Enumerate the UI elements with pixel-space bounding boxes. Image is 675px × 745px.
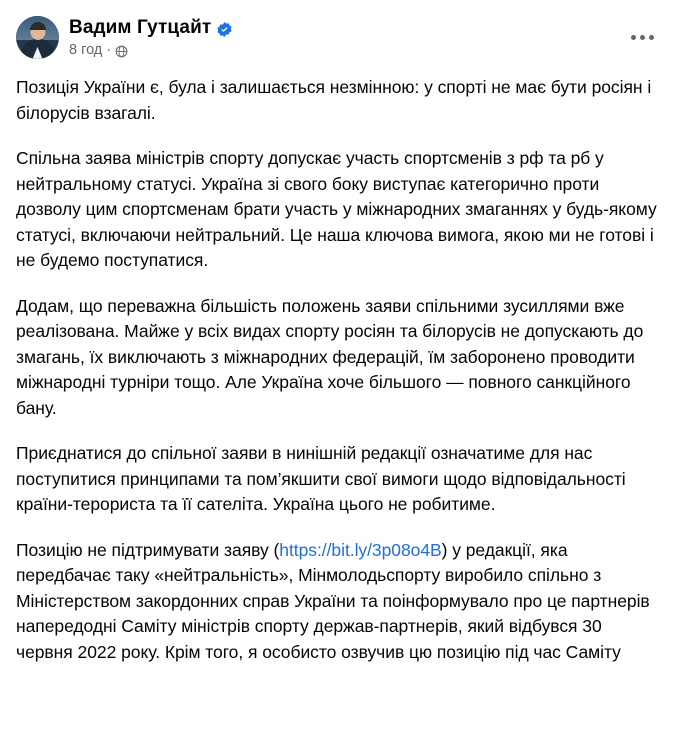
post-timestamp[interactable]: 8 год bbox=[69, 42, 103, 58]
post-paragraph-with-link bbox=[16, 538, 659, 666]
avatar[interactable] bbox=[16, 16, 59, 59]
paragraph-text-after-link: ) у редакції, яка передбачає таку «нейтральність», Мінмолодьспорту виробило спільно з Міністерством закордонних справ України та поінформувало про це партнерів напередодні Саміту міністрів спорту держав-партнерів, який відбувся 30 червня 2022 року. Крім того, я особисто озвучив цю позицію під час Саміту bbox=[16, 539, 650, 662]
post-header bbox=[16, 12, 659, 65]
verified-badge-icon bbox=[216, 21, 233, 38]
author-name[interactable]: Вадим Гутцайт bbox=[69, 17, 212, 38]
post-meta bbox=[69, 42, 233, 58]
globe-icon[interactable] bbox=[115, 45, 128, 58]
post-link[interactable]: https://bit.ly/3p08o4B bbox=[279, 539, 442, 560]
ellipsis-icon bbox=[631, 35, 654, 40]
post-paragraph: Приєднатися до спільної заяви в нинішній редакції означатиме для нас поступитися принципами та пом’якшити свої вимоги щодо відповідальності країни-терориста та її сателіта. Україна цього не робитиме. bbox=[16, 443, 626, 514]
post-paragraph: Спільна заява міністрів спорту допускає участь спортсменів з рф та рб у нейтральному статусі. Україна зі свого боку виступає категорично проти дозволу цим спортсменам брати участь у міжнародних змаганнях у будь-якому статусі, включаючи нейтральний. Це наша ключова вимога, якою ми не готові і не будемо поступатися. bbox=[16, 148, 657, 270]
more-options-button[interactable] bbox=[625, 20, 659, 54]
post-body bbox=[16, 65, 659, 665]
paragraph-text-before-link: Позицію не підтримувати заяву ( bbox=[16, 539, 280, 560]
post-paragraph: Позиція України є, була і залишається незмінною: у спорті не має бути росіян і білорусів взагалі. bbox=[16, 77, 652, 123]
post-paragraph: Додам, що переважна більшість положень заяви спільними зусиллями вже реалізована. Майже у всіх видах спорту росіян та білорусів не допускають до змагань, їх виключають з міжнародних федерацій, їм заборонено проводити міжнародні турніри тощо. Але Україна хоче більшого — повного санкційного бану. bbox=[16, 295, 644, 418]
author-row bbox=[69, 17, 233, 39]
meta-separator: · bbox=[106, 42, 112, 58]
post-header-text bbox=[69, 16, 233, 58]
